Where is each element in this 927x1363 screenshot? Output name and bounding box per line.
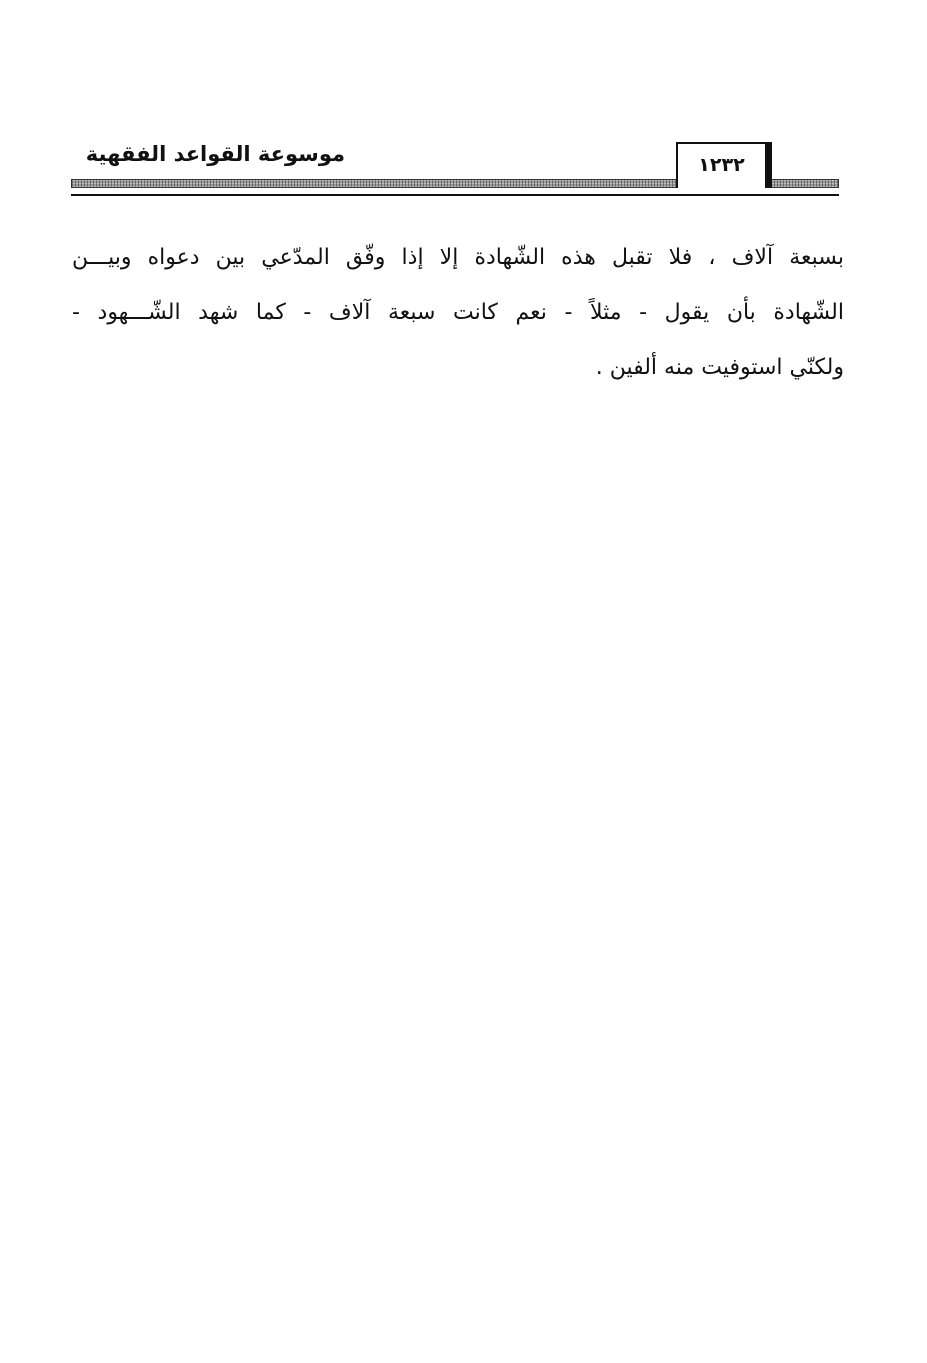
page-number: ١٢٣٢ xyxy=(698,154,745,176)
body-line-3: ولكنّي استوفيت منه ألفين . xyxy=(595,355,844,380)
header-rule xyxy=(71,194,839,196)
page-number-box xyxy=(676,142,772,188)
body-paragraph xyxy=(72,230,844,395)
running-title: موسوعة القواعد الفقهية xyxy=(85,142,345,166)
body-line-2: الشّهادة بأن يقول - مثلاً - نعم كانت سبعة آلاف - كما شهد الشّـــهود - xyxy=(72,300,844,325)
body-line-1: بسبعة آلاف ، فلا تقبل هذه الشّهادة إلا إذا وفّق المدّعي بين دعواه وبيـــن xyxy=(72,245,844,270)
